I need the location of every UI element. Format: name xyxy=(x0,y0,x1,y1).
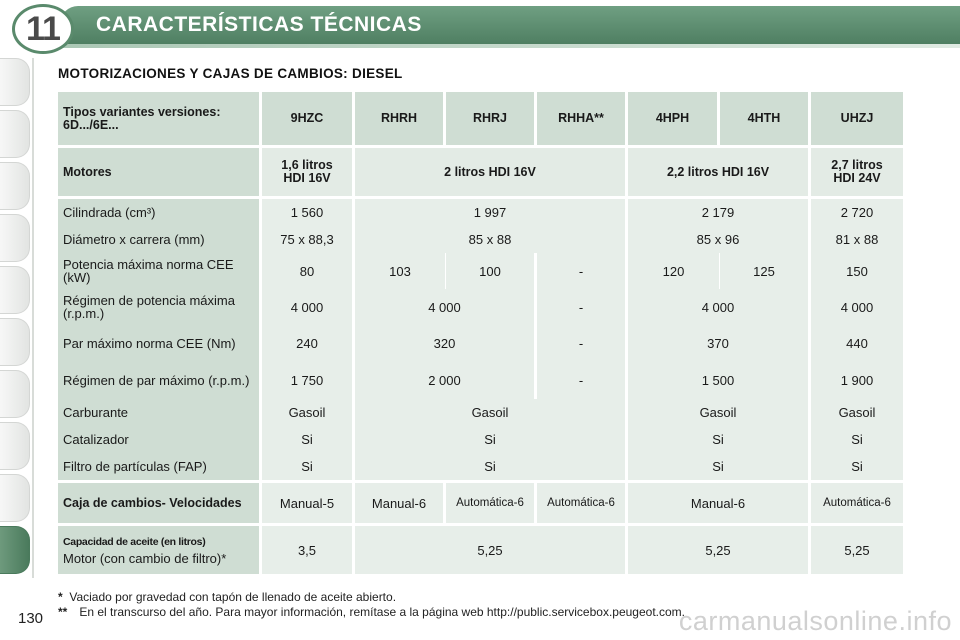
engine-cell: 2,2 litros HDI 16V xyxy=(628,148,811,196)
chapter-tabs xyxy=(0,58,32,578)
table-cell: 1 560 xyxy=(262,199,355,226)
table-cell: 4 000 xyxy=(628,289,811,325)
table-cell: 2 000 xyxy=(355,362,537,399)
table-cell: 120 xyxy=(628,253,720,289)
gearbox-cell: Manual-6 xyxy=(355,483,446,523)
page-number: 130 xyxy=(18,610,44,627)
row-label: Catalizador xyxy=(58,426,262,453)
chapter-tab[interactable] xyxy=(0,370,30,418)
table-cell: 440 xyxy=(811,325,903,362)
table-cell: 100 xyxy=(446,253,537,289)
page-title: CARACTERÍSTICAS TÉCNICAS xyxy=(96,13,422,36)
chapter-tab[interactable] xyxy=(0,58,30,106)
footnote xyxy=(58,605,685,620)
specs-data-block xyxy=(58,199,903,480)
table-cell: 85 x 88 xyxy=(355,226,628,253)
engines-row xyxy=(58,148,903,196)
page-header xyxy=(0,0,960,54)
footnote-text: Vaciado por gravedad con tapón de llenado de aceite abierto. xyxy=(69,590,397,604)
row-label: Cilindrada (cm³) xyxy=(58,199,262,226)
variant-header: RHHA** xyxy=(537,92,628,145)
row-label: Régimen de potencia máxima (r.p.m.) xyxy=(58,289,262,325)
table-cell: Si xyxy=(628,426,811,453)
row-label: Carburante xyxy=(58,399,262,426)
table-cell: 85 x 96 xyxy=(628,226,811,253)
table-cell: - xyxy=(537,289,628,325)
table-cell: 2 720 xyxy=(811,199,903,226)
table-header-row xyxy=(58,92,903,145)
table-cell: 80 xyxy=(262,253,355,289)
footnote-mark: ** xyxy=(58,605,68,619)
gearbox-cell: Manual-6 xyxy=(628,483,811,523)
chapter-tab-active[interactable] xyxy=(0,526,30,574)
table-cell: Gasoil xyxy=(628,399,811,426)
table-row xyxy=(58,253,903,289)
table-cell: 1 900 xyxy=(811,362,903,399)
section-subtitle: MOTORIZACIONES Y CAJAS DE CAMBIOS: DIESEL xyxy=(58,66,403,81)
oil-cell: 5,25 xyxy=(628,526,811,574)
side-divider xyxy=(32,58,34,578)
chapter-tab[interactable] xyxy=(0,422,30,470)
variant-label: Tipos variantes versiones: 6D.../6E... xyxy=(58,92,262,145)
engines-label: Motores xyxy=(58,148,262,196)
chapter-tab[interactable] xyxy=(0,266,30,314)
table-cell: 1 750 xyxy=(262,362,355,399)
table-row xyxy=(58,325,903,362)
engine-cell: 2,7 litros HDI 24V xyxy=(811,148,903,196)
table-cell: 125 xyxy=(720,253,811,289)
table-cell: 81 x 88 xyxy=(811,226,903,253)
table-cell: 240 xyxy=(262,325,355,362)
chapter-tab[interactable] xyxy=(0,474,30,522)
variant-header: UHZJ xyxy=(811,92,903,145)
chapter-number-badge: 11 xyxy=(12,4,74,54)
row-label: Par máximo norma CEE (Nm) xyxy=(58,325,262,362)
table-cell: Gasoil xyxy=(811,399,903,426)
variant-header: 4HPH xyxy=(628,92,720,145)
oil-capacity-title: Capacidad de aceite (en litros) xyxy=(63,535,206,548)
oil-capacity-row xyxy=(58,526,903,574)
table-cell: 370 xyxy=(628,325,811,362)
variant-header: RHRH xyxy=(355,92,446,145)
watermark: carmanualsonline.info xyxy=(678,606,952,636)
footnotes xyxy=(58,590,685,620)
specs-table xyxy=(58,92,903,574)
gearbox-cell: Automática-6 xyxy=(537,483,628,523)
engine-cell: 2 litros HDI 16V xyxy=(355,148,628,196)
gearbox-row xyxy=(58,483,903,523)
table-row xyxy=(58,289,903,325)
table-cell: Si xyxy=(262,453,355,480)
variant-header: 9HZC xyxy=(262,92,355,145)
row-label: Régimen de par máximo (r.p.m.) xyxy=(58,362,262,399)
table-row xyxy=(58,426,903,453)
footnote-text: En el transcurso del año. Para mayor información, remítase a la página web http://public.servicebox.peugeot.com. xyxy=(79,605,685,619)
table-cell: 1 997 xyxy=(355,199,628,226)
table-cell: 4 000 xyxy=(355,289,537,325)
table-cell: 103 xyxy=(355,253,446,289)
footnote xyxy=(58,590,685,605)
table-row xyxy=(58,199,903,226)
table-cell: Si xyxy=(811,426,903,453)
oil-cell: 5,25 xyxy=(811,526,903,574)
table-cell: Si xyxy=(355,453,628,480)
table-cell: Si xyxy=(355,426,628,453)
row-label: Potencia máxima norma CEE (kW) xyxy=(58,253,262,289)
row-label: Filtro de partículas (FAP) xyxy=(58,453,262,480)
table-cell: - xyxy=(537,362,628,399)
table-row xyxy=(58,399,903,426)
table-cell: Si xyxy=(811,453,903,480)
gearbox-cell: Automática-6 xyxy=(446,483,537,523)
table-row xyxy=(58,453,903,480)
variant-header: 4HTH xyxy=(720,92,811,145)
table-cell: 2 179 xyxy=(628,199,811,226)
table-cell: Si xyxy=(628,453,811,480)
table-cell: 150 xyxy=(811,253,903,289)
row-label: Diámetro x carrera (mm) xyxy=(58,226,262,253)
table-row xyxy=(58,362,903,399)
gearbox-label: Caja de cambios- Velocidades xyxy=(58,483,262,523)
table-cell: Gasoil xyxy=(355,399,628,426)
gearbox-cell: Automática-6 xyxy=(811,483,903,523)
table-cell: 4 000 xyxy=(811,289,903,325)
oil-cell: 5,25 xyxy=(355,526,628,574)
oil-cell: 3,5 xyxy=(262,526,355,574)
chapter-tab[interactable] xyxy=(0,162,30,210)
table-cell: 4 000 xyxy=(262,289,355,325)
table-cell: - xyxy=(537,325,628,362)
oil-capacity-label: Motor (con cambio de filtro)* xyxy=(63,550,227,566)
table-cell: Gasoil xyxy=(262,399,355,426)
table-row xyxy=(58,226,903,253)
engine-cell: 1,6 litros HDI 16V xyxy=(262,148,355,196)
table-cell: 320 xyxy=(355,325,537,362)
footnote-mark: * xyxy=(58,590,63,604)
chapter-tab[interactable] xyxy=(0,214,30,262)
chapter-tab[interactable] xyxy=(0,110,30,158)
table-cell: Si xyxy=(262,426,355,453)
table-cell: 1 500 xyxy=(628,362,811,399)
table-cell: 75 x 88,3 xyxy=(262,226,355,253)
gearbox-cell: Manual-5 xyxy=(262,483,355,523)
table-cell: - xyxy=(537,253,628,289)
variant-header: RHRJ xyxy=(446,92,537,145)
chapter-tab[interactable] xyxy=(0,318,30,366)
oil-label-cell xyxy=(58,526,262,574)
